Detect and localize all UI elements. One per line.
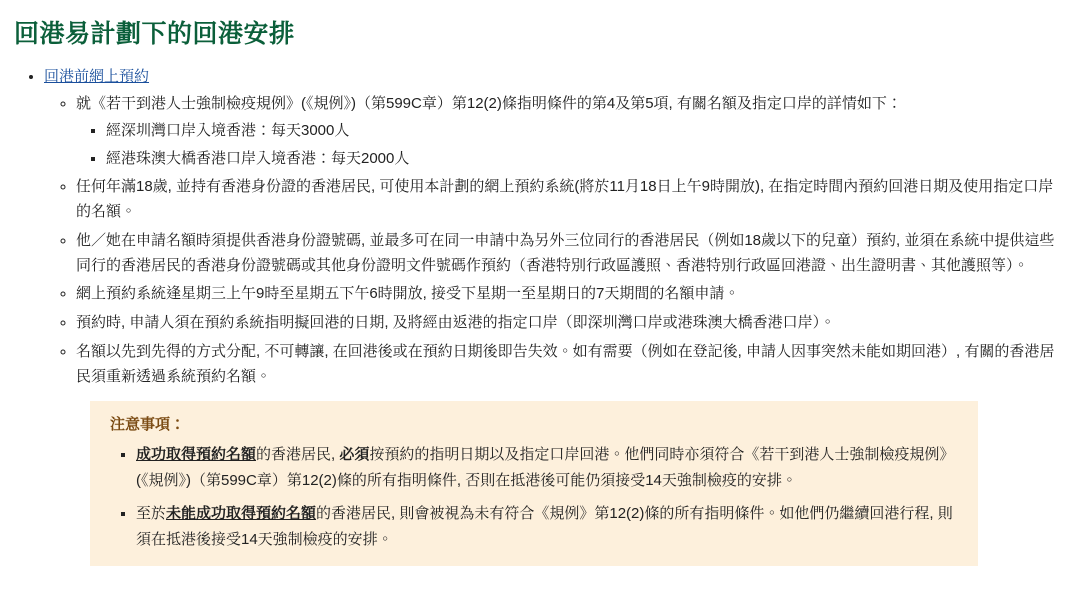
list-item xyxy=(136,442,960,493)
notice-title: 注意事項： xyxy=(110,416,186,434)
item-text: 經港珠澳大橋香港口岸入境香港：每天2000人 xyxy=(106,149,410,167)
notice-box xyxy=(90,401,978,566)
third-level-list xyxy=(76,119,1066,172)
item-text: 網上預約系統逢星期三上午9時至星期五下午6時開放, 接受下星期一至星期日的7天期間的名額申請。 xyxy=(76,285,740,303)
notice-highlight: 未能成功取得預約名額 xyxy=(166,505,317,522)
list-item xyxy=(76,175,1066,225)
item-text: 經深圳灣口岸入境香港：每天3000人 xyxy=(106,121,350,139)
page-title: 回港易計劃下的回港安排 xyxy=(14,20,295,48)
item-text: 名額以先到先得的方式分配, 不可轉讓, 在回港後或在預約日期後即告失效。如有需要（例如在登記後, 申請人因事突然未能如期回港）, 有關的香港居民須重新透過系統預約名額。 xyxy=(76,342,1055,385)
booking-link[interactable]: 回港前網上預約 xyxy=(44,68,150,86)
list-item xyxy=(76,340,1066,390)
second-level-list xyxy=(44,92,1066,389)
list-item xyxy=(106,147,1066,172)
notice-text: 至於 xyxy=(136,505,167,522)
list-item xyxy=(76,229,1066,279)
list-item xyxy=(136,501,960,552)
notice-text: 的香港居民, xyxy=(256,446,340,463)
item-text: 他／她在申請名額時須提供香港身份證號碼, 並最多可在同一申請中為另外三位同行的香港居民（例如18歲以下的兒童）預約, 並須在系統中提供這些同行的香港居民的香港身份證號碼或其他身份證明文件號碼作預約（香港特別行政區護照、香港特別行政區回港證、出生證明書、其他護照等）。 xyxy=(76,231,1055,274)
item-text: 任何年滿18歲, 並持有香港身份證的香港居民, 可使用本計劃的網上預約系統(將於11月18日上午9時開放), 在指定時間內預約回港日期及使用指定口岸的名額。 xyxy=(76,178,1054,220)
notice-highlight: 成功取得預約名額 xyxy=(136,446,257,463)
notice-text: 按預約的指明日期以及指定口岸回港。他們同時亦須符合《若干到港人士強制檢疫規例》(《規例》)（第599C章）第12(2)條的所有指明條件, 否則在抵港後可能仍須接受14天強制檢疫的安排。 xyxy=(136,446,955,489)
notice-text: 的香港居民, 則會被視為未有符合《規例》第12(2)條的所有指明條件。如他們仍繼續回港行程, 則須在抵港後接受14天強制檢疫的安排。 xyxy=(136,505,953,548)
list-item xyxy=(44,65,1066,389)
list-item xyxy=(76,311,1066,336)
list-item xyxy=(106,119,1066,144)
list-item xyxy=(76,282,1066,307)
notice-list xyxy=(108,442,960,552)
item-text: 就《若干到港人士強制檢疫規例》(《規例》)（第599C章）第12(2)條指明條件的第4及第5項, 有關名額及指定口岸的詳情如下： xyxy=(76,95,902,112)
item-text: 預約時, 申請人須在預約系統指明擬回港的日期, 及將經由返港的指定口岸（即深圳灣口岸或港珠澳大橋香港口岸）。 xyxy=(76,314,836,331)
notice-emphasis: 必須 xyxy=(339,446,370,463)
top-level-list xyxy=(14,65,1066,389)
list-item xyxy=(76,92,1066,171)
